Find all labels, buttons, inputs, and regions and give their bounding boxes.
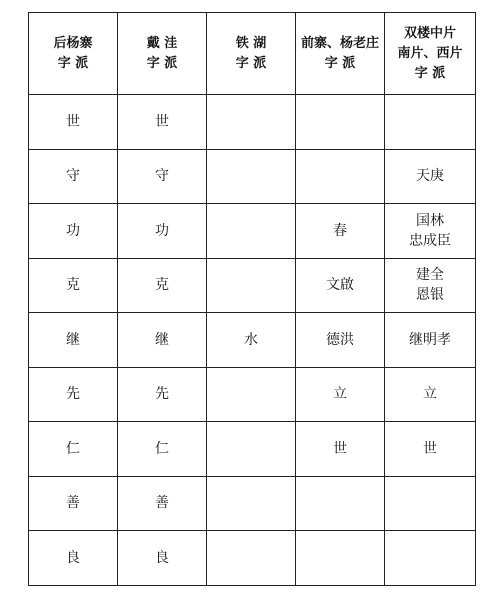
table-cell — [296, 95, 385, 150]
header-label: 前寨、杨老庄 字 派 — [300, 35, 379, 71]
table-cell — [118, 204, 207, 259]
table-row — [29, 367, 476, 422]
cell-text: 立 — [333, 386, 347, 403]
table-row — [29, 422, 476, 477]
cell-text: 先 — [155, 386, 169, 403]
table-cell — [118, 531, 207, 586]
cell-text: 德洪 — [326, 331, 354, 348]
cell-text: 守 — [66, 168, 80, 185]
table-cell — [385, 258, 476, 313]
table-cell — [118, 367, 207, 422]
cell-text: 世 — [333, 440, 347, 457]
header-label: 戴 洼 字 派 — [146, 35, 178, 71]
cell-text: 善 — [66, 495, 80, 512]
table-cell — [296, 422, 385, 477]
table-cell — [207, 531, 296, 586]
cell-text: 立 — [423, 386, 437, 403]
cell-text: 文啟 — [326, 277, 354, 294]
table-row — [29, 476, 476, 531]
cell-text: 春 — [333, 222, 347, 239]
table-cell — [385, 204, 476, 259]
table-cell — [385, 422, 476, 477]
header-label: 铁 湖 字 派 — [235, 35, 267, 71]
table-cell — [29, 149, 118, 204]
table-cell — [118, 313, 207, 368]
table-cell — [385, 367, 476, 422]
table-cell — [296, 531, 385, 586]
cell-text: 继明孝 — [409, 331, 451, 348]
header-cell — [385, 13, 476, 95]
table-cell — [296, 367, 385, 422]
cell-text: 水 — [244, 331, 258, 348]
table-cell — [29, 313, 118, 368]
cell-text: 良 — [155, 549, 169, 566]
table-cell — [385, 531, 476, 586]
table-cell — [385, 313, 476, 368]
genealogy-name-table — [28, 12, 476, 586]
table-cell — [296, 258, 385, 313]
table-cell — [207, 258, 296, 313]
table-cell — [207, 422, 296, 477]
table-cell — [207, 367, 296, 422]
cell-text: 先 — [66, 386, 80, 403]
header-label: 后杨寨 字 派 — [53, 35, 93, 71]
table-cell — [118, 149, 207, 204]
cell-text: 世 — [66, 113, 80, 130]
table-cell — [29, 95, 118, 150]
table-cell — [296, 313, 385, 368]
table-cell — [385, 476, 476, 531]
cell-text: 仁 — [66, 440, 80, 457]
table-cell — [29, 204, 118, 259]
cell-text: 建全 恩银 — [416, 267, 444, 304]
table-row — [29, 258, 476, 313]
header-cell — [296, 13, 385, 95]
cell-text: 继 — [66, 331, 80, 348]
table-row — [29, 531, 476, 586]
cell-text: 善 — [155, 495, 169, 512]
table-row — [29, 95, 476, 150]
cell-text: 国林 忠成臣 — [409, 212, 451, 249]
cell-text: 继 — [155, 331, 169, 348]
table-row — [29, 204, 476, 259]
header-cell — [118, 13, 207, 95]
table-cell — [29, 476, 118, 531]
table-row — [29, 149, 476, 204]
table-cell — [207, 149, 296, 204]
cell-text: 天庚 — [416, 168, 444, 185]
table-cell — [385, 95, 476, 150]
table-cell — [385, 149, 476, 204]
table-cell — [118, 422, 207, 477]
table-cell — [207, 95, 296, 150]
header-label: 双楼中片 南片、西片 字 派 — [397, 25, 463, 81]
cell-text: 世 — [155, 113, 169, 130]
table-cell — [29, 422, 118, 477]
table-cell — [296, 204, 385, 259]
table-cell — [29, 258, 118, 313]
cell-text: 仁 — [155, 440, 169, 457]
table-cell — [118, 258, 207, 313]
table-cell — [296, 476, 385, 531]
table-cell — [118, 476, 207, 531]
cell-text: 功 — [66, 222, 80, 239]
table-cell — [118, 95, 207, 150]
cell-text: 克 — [66, 277, 80, 294]
cell-text: 功 — [155, 222, 169, 239]
cell-text: 世 — [423, 440, 437, 457]
cell-text: 良 — [66, 549, 80, 566]
table-cell — [296, 149, 385, 204]
table-cell — [207, 204, 296, 259]
cell-text: 克 — [155, 277, 169, 294]
table-cell — [207, 476, 296, 531]
table-row — [29, 313, 476, 368]
table-cell — [207, 313, 296, 368]
cell-text: 守 — [155, 168, 169, 185]
header-cell — [29, 13, 118, 95]
table-cell — [29, 531, 118, 586]
table-cell — [29, 367, 118, 422]
header-cell — [207, 13, 296, 95]
header-row — [29, 13, 476, 95]
